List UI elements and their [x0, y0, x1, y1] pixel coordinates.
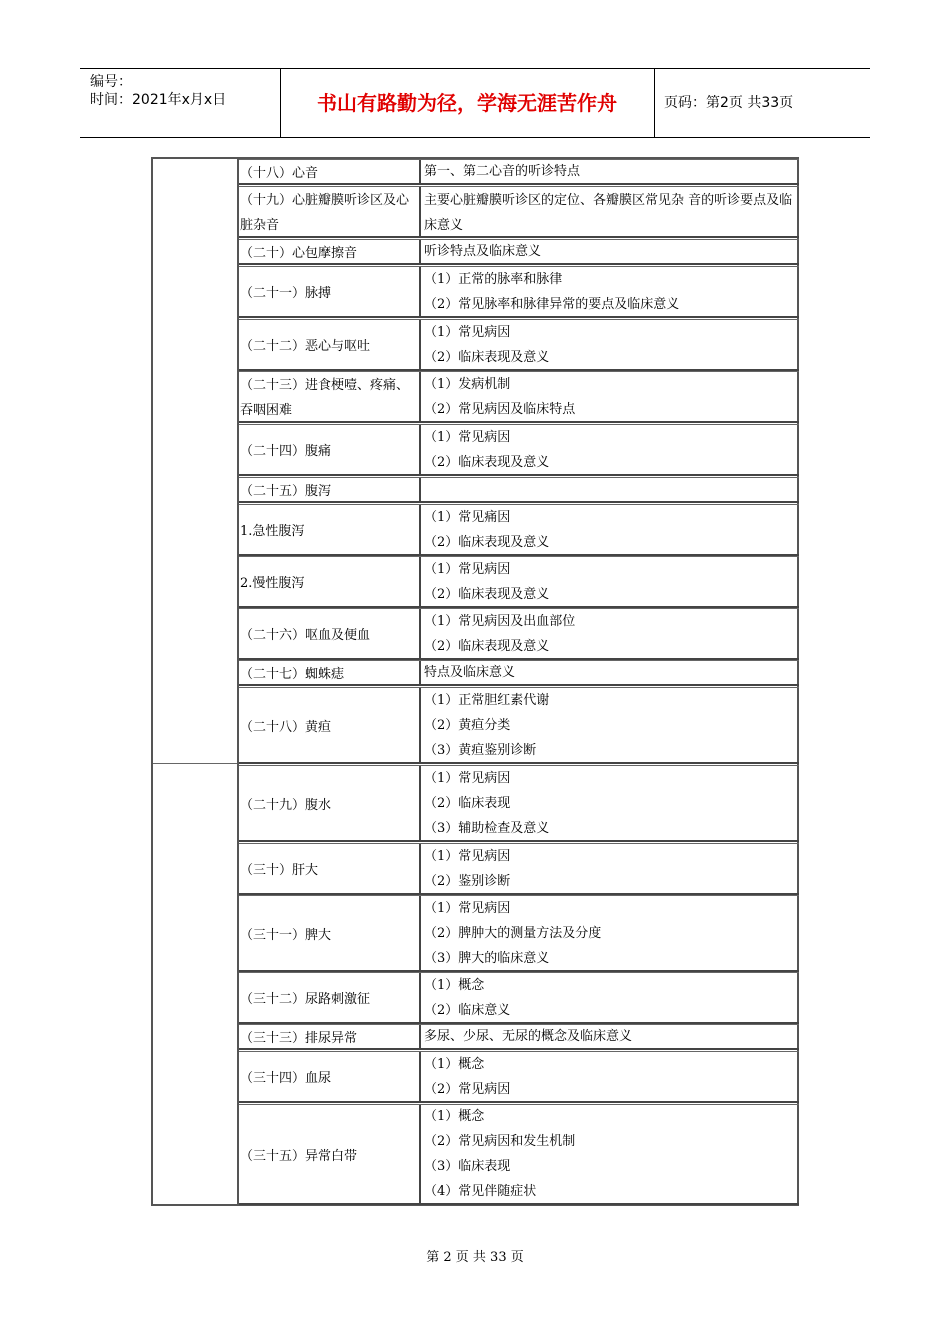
topic-cell: （二十九）腹水: [239, 766, 421, 840]
table-row: [239, 159, 799, 185]
table-row: [239, 608, 799, 660]
topic-cell: （三十三）排尿异常: [239, 1025, 421, 1048]
requirement-line: （2）黄疸分类: [424, 717, 511, 733]
table-row: [239, 371, 799, 423]
topic-cell: （二十三）进食梗噎、疼痛、吞咽困难: [239, 372, 421, 421]
topic-cell: （二十七）蜘蛛痣: [239, 661, 421, 684]
table-row: [239, 895, 799, 972]
time-label: 时间：2021年x月x日: [90, 92, 227, 108]
topic-cell: （二十）心包摩擦音: [239, 240, 421, 263]
topic-cell: （二十四）腹痛: [239, 425, 421, 474]
page-header: [80, 68, 870, 138]
requirement-line: （2）常见病因: [424, 1081, 511, 1097]
requirement-cell: [422, 505, 799, 554]
requirement-cell: [422, 1105, 799, 1203]
syllabus-table: [151, 157, 799, 1206]
requirement-line: （4）常见伴随症状: [424, 1184, 537, 1199]
code-label: 编号：: [90, 74, 132, 90]
requirement-line: （1）正常胆红素代谢: [424, 692, 550, 708]
requirement-cell: [422, 609, 799, 658]
topic-cell: （二十六）呕血及便血: [239, 609, 421, 658]
requirement-line: （3）黄疸鉴别诊断: [424, 742, 537, 758]
topic-cell: 2.慢性腹泻: [239, 557, 421, 606]
requirement-cell: [422, 267, 799, 316]
requirement-line: （1）概念: [424, 1056, 485, 1072]
topic-cell: 1.急性腹泻: [239, 505, 421, 554]
table-row: [239, 266, 799, 318]
topic-cell: （三十一）脾大: [239, 896, 421, 970]
requirement-cell: [422, 688, 799, 762]
requirement-cell: [422, 844, 799, 893]
requirement-cell: [422, 187, 799, 236]
requirement-line: （2）临床表现及意义: [424, 454, 550, 470]
requirement-line: （1）常见痛因: [424, 509, 511, 525]
category-section-divider: [153, 763, 237, 764]
table-row: [239, 424, 799, 476]
requirement-line: （1）概念: [424, 1109, 485, 1124]
requirement-cell: [422, 973, 799, 1022]
table-row: [239, 687, 799, 764]
header-motto: 书山有路勤为径，学海无涯苦作舟: [317, 91, 617, 115]
table-row: [239, 319, 799, 371]
requirement-line: （1）常见病因及出血部位: [424, 613, 576, 629]
requirement-line: （1）常见病因: [424, 848, 511, 864]
requirement-line: 第一、第二心音的听诊特点: [424, 164, 581, 179]
requirement-cell: [422, 896, 799, 970]
requirement-line: （3）脾大的临床意义: [424, 950, 550, 966]
table-row: [239, 186, 799, 238]
requirement-line: （1）常见病因: [424, 429, 511, 445]
requirement-line: （2）临床表现及意义: [424, 586, 550, 602]
topic-cell: （二十五）腹泻: [239, 478, 421, 501]
table-row: [239, 660, 799, 686]
requirement-line: （2）脾肿大的测量方法及分度: [424, 925, 602, 941]
topic-cell: （二十二）恶心与呕吐: [239, 320, 421, 369]
topic-cell: （十九）心脏瓣膜听诊区及心脏杂音: [239, 187, 421, 236]
requirement-line: （2）临床表现及意义: [424, 638, 550, 654]
requirement-line: （1）发病机制: [424, 376, 511, 392]
requirement-cell: [422, 160, 799, 183]
requirement-cell: [422, 320, 799, 369]
table-row: [239, 556, 799, 608]
requirement-line: （1）概念: [424, 977, 485, 993]
requirement-line: （2）常见病因及临床特点: [424, 401, 576, 417]
requirement-cell: [422, 1025, 799, 1048]
requirement-line: （1）常见病因: [424, 561, 511, 577]
topic-cell: （三十五）异常白带: [239, 1105, 421, 1203]
requirement-line: （2）常见病因和发生机制: [424, 1134, 576, 1149]
requirement-line: 多尿、少尿、无尿的概念及临床意义: [424, 1029, 633, 1044]
requirement-cell: [422, 478, 799, 501]
requirement-cell: [422, 557, 799, 606]
requirement-line: （2）临床意义: [424, 1002, 511, 1018]
table-row: [239, 1051, 799, 1103]
requirement-line: （1）常见病因: [424, 324, 511, 340]
requirement-line: （2）临床表现及意义: [424, 349, 550, 365]
table-row: [239, 1024, 799, 1050]
requirement-line: （1）正常的脉率和脉律: [424, 271, 563, 287]
requirement-cell: [422, 661, 799, 684]
requirement-line: （3）临床表现: [424, 1159, 511, 1174]
topic-cell: （三十二）尿路刺激征: [239, 973, 421, 1022]
requirement-cell: [422, 240, 799, 263]
header-page-info: 页码：第2页 共33页: [664, 95, 794, 111]
requirement-line: 听诊特点及临床意义: [424, 244, 542, 259]
table-row: [239, 972, 799, 1024]
topic-cell: （二十一）脉搏: [239, 267, 421, 316]
requirement-line: （2）临床表现及意义: [424, 534, 550, 550]
requirement-line: （3）辅助检查及意义: [424, 820, 550, 836]
table-row: [239, 843, 799, 895]
table-row: [239, 477, 799, 503]
requirement-line: 特点及临床意义: [424, 665, 516, 680]
table-row: [239, 239, 799, 265]
topic-cell: （三十）肝大: [239, 844, 421, 893]
topic-cell: （二十八）黄疸: [239, 688, 421, 762]
table-row: [239, 765, 799, 842]
topic-cell: （三十四）血尿: [239, 1052, 421, 1101]
requirement-cell: [422, 766, 799, 840]
requirement-cell: [422, 425, 799, 474]
requirement-line: 主要心脏瓣膜听诊区的定位、各瓣膜区常见杂 音的听诊要点及临床意义: [424, 193, 793, 233]
table-row: [239, 1104, 799, 1205]
requirement-line: （1）常见病因: [424, 900, 511, 916]
topic-cell: （十八）心音: [239, 160, 421, 183]
requirement-line: （1）常见病因: [424, 770, 511, 786]
requirement-cell: [422, 1052, 799, 1101]
requirement-line: （2）鉴别诊断: [424, 873, 511, 889]
requirement-cell: [422, 372, 799, 421]
header-meta: [90, 73, 226, 109]
requirement-line: （2）常见脉率和脉律异常的要点及临床意义: [424, 296, 680, 312]
table-row: [239, 504, 799, 556]
header-divider: [654, 69, 655, 137]
requirement-line: （2）临床表现: [424, 795, 511, 811]
page-footer: 第 2 页 共 33 页: [426, 1250, 524, 1265]
